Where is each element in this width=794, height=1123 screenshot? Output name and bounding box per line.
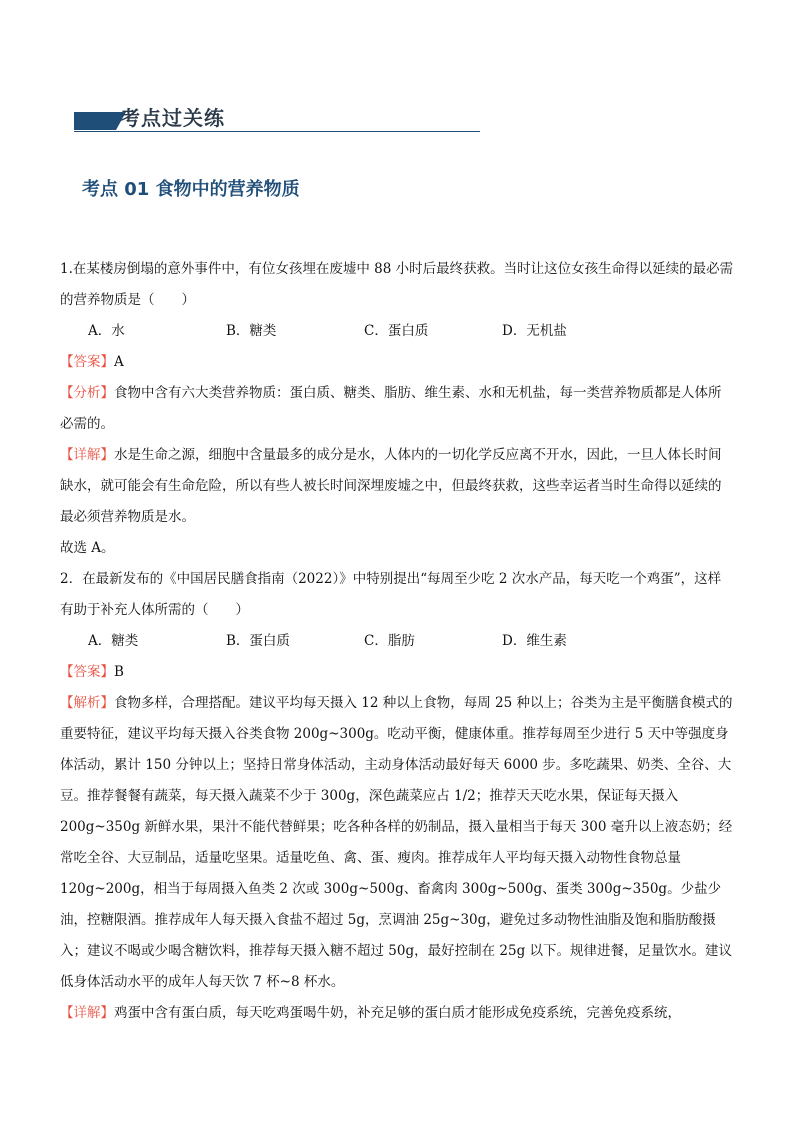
- q1-analysis-tag: 【分析】: [60, 385, 114, 401]
- header-title: 考点过关练: [120, 106, 225, 130]
- q2-detail: [60, 998, 734, 1029]
- q2-analysis-text: 食物多样，合理搭配。建议平均每天摄入 12 种以上食物，每周 25 种以上；谷类为主是平衡膳食模式的重要特征，建议平均每天摄入谷类食物 200g~300g。吃动平衡，健康体重。推荐每周至少进行 5 天中等强度身体活动，累计 150 分钟以上；坚持日常身体活动，主动身体活动最好每天 6000 步。多吃蔬果、奶类、全谷、大豆。推荐餐餐有蔬菜，每天摄入蔬菜不少于 300g，深色蔬菜应占 1/2；推荐天天吃水果，保证每天摄入 200g~350g 新鲜水果，果汁不能代替鲜果；吃各种各样的奶制品，摄入量相当于每天 300 毫升以上液态奶；经常吃全谷、大豆制品，适量吃坚果。适量吃鱼、禽、蛋、瘦肉。推荐成年人平均每天摄入动物性食物总量 120g~200g，相当于每周摄入鱼类 2 次或 300g~500g、畜禽肉 300g~500g、蛋类 300g~350g。少盐少油，控糖限酒。推荐成年人每天摄入食盐不超过 5g，烹调油 25g~30g，避免过多动物性油脂及饱和脂肪酸摄入；建议不喝或少喝含糖饮料，推荐每天摄入糖不超过 50g，最好控制在 25g 以下。规律进餐，足量饮水。建议低身体活动水平的成年人每天饮 7 杯~8 杯水。: [60, 695, 733, 990]
- q2-detail-text: 鸡蛋中含有蛋白质，每天吃鸡蛋喝牛奶，补充足够的蛋白质才能形成免疫系统，完善免疫系统，: [114, 1005, 681, 1021]
- q2-options: [88, 626, 734, 657]
- q2-analysis-tag: 【解析】: [60, 695, 114, 711]
- q1-detail-text: 水是生命之源，细胞中含量最多的成分是水，人体内的一切化学反应离不开水，因此，一旦人体长时间缺水，就可能会有生命危险，所以有些人被长时间深埋废墟之中，但最终获救，这些幸运者当时生命得以延续的最必须营养物质是水。: [60, 447, 722, 525]
- header-underline: [74, 131, 480, 132]
- question-content: [60, 254, 734, 1029]
- header-bar-decoration: [74, 112, 116, 130]
- q1-answer-value: A: [114, 354, 124, 370]
- q1-answer-tag: 【答案】: [60, 354, 114, 370]
- q1-conclusion: 故选 A。: [60, 540, 115, 556]
- q1-option-b: B．糖类: [226, 323, 277, 339]
- section-title: 考点 01 食物中的营养物质: [82, 179, 300, 200]
- q2-option-c: C．脂肪: [364, 633, 415, 649]
- q2-analysis: [60, 688, 734, 998]
- q1-stem: 1.在某楼房倒塌的意外事件中，有位女孩埋在废墟中 88 小时后最终获救。当时让这位女孩生命得以延续的最必需的营养物质是（ ）: [60, 261, 734, 308]
- q1-analysis: [60, 378, 734, 440]
- q1-option-c: C．蛋白质: [364, 323, 429, 339]
- q1-options: [88, 316, 734, 347]
- q1-analysis-text: 食物中含有六大类营养物质：蛋白质、糖类、脂肪、维生素、水和无机盐，每一类营养物质都是人体所必需的。: [60, 385, 722, 432]
- q2-answer-value: B: [114, 664, 124, 680]
- q2-option-d: D．维生素: [502, 633, 567, 649]
- q1-option-d: D．无机盐: [502, 323, 567, 339]
- q2-option-b: B．蛋白质: [226, 633, 290, 649]
- section-header: [74, 104, 480, 134]
- q1-answer: [60, 347, 734, 378]
- q2-detail-tag: 【详解】: [60, 1005, 114, 1021]
- q1-detail-tag: 【详解】: [60, 447, 114, 463]
- q1-detail: [60, 440, 734, 533]
- q2-option-a: A．糖类: [88, 633, 139, 649]
- q2-stem: 2．在最新发布的《中国居民膳食指南（2022）》中特别提出“每周至少吃 2 次水产品，每天吃一个鸡蛋”，这样有助于补充人体所需的（ ）: [60, 571, 722, 618]
- q2-answer: [60, 657, 734, 688]
- q1-option-a: A．水: [88, 323, 125, 339]
- q2-answer-tag: 【答案】: [60, 664, 114, 680]
